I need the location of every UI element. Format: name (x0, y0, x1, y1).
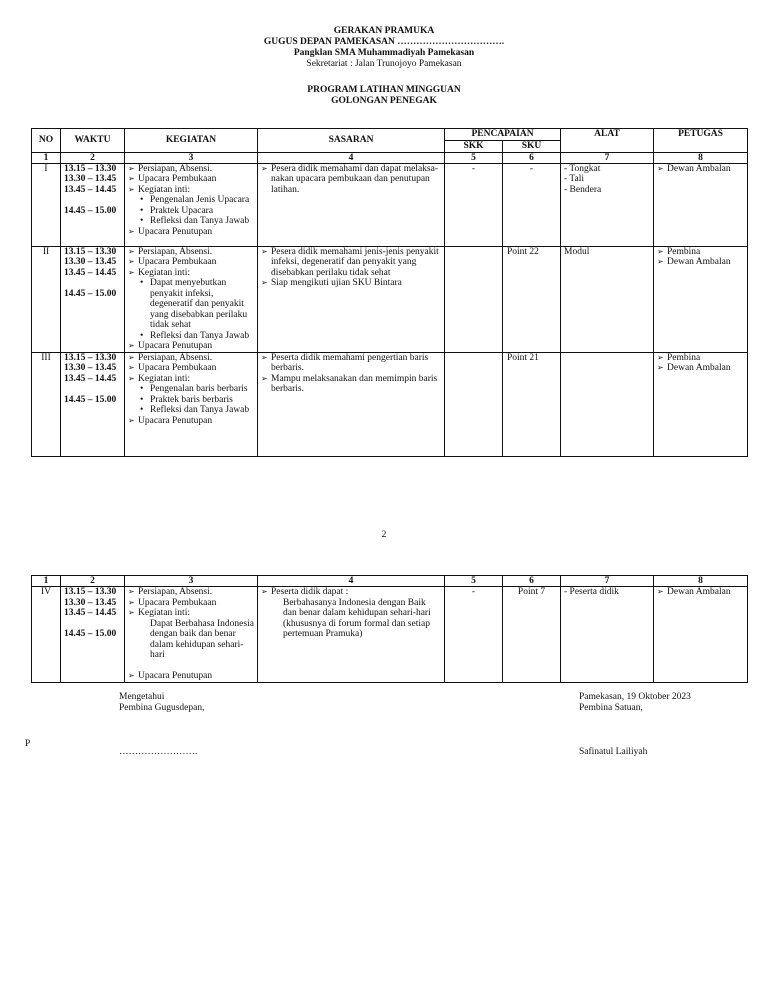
inti-item: • Pengenalan Jenis Upacara (140, 195, 254, 206)
col-sasaran-header: SASARAN (258, 129, 445, 153)
time-slot: 14.45 – 15.00 (64, 629, 117, 639)
kegiatan-item: ➢ Upacara Pembukaan (128, 174, 254, 185)
sku-value: Point 21 (507, 352, 539, 363)
time-slot: 13.15 – 13.30 (64, 352, 117, 363)
column-number-row (32, 576, 748, 587)
col-no-header: NO (32, 129, 61, 153)
petugas-item: ➢ Pembina (657, 247, 744, 258)
page-number: 2 (381, 530, 387, 540)
kegiatan-item (128, 268, 254, 342)
col-skk-header: SKK (445, 141, 503, 153)
alat-item: Modul (564, 246, 590, 257)
row-no: IV (32, 587, 61, 683)
row-no: III (32, 352, 61, 456)
program-table (31, 128, 748, 457)
column-number: 2 (61, 576, 125, 587)
stray-letter: P (25, 739, 31, 749)
time-slot: 14.45 – 15.00 (64, 394, 117, 405)
row-sasaran (258, 163, 445, 246)
row-kegiatan (125, 352, 258, 456)
pangkalan-title: Pangklan SMA Muhammadiyah Pamekasan (293, 48, 475, 58)
sasaran-item: ➢ Peserta didik memahami pengertian baris berbaris. (261, 353, 441, 374)
signature-right (579, 692, 691, 758)
row-times (61, 352, 125, 456)
kegiatan-inti-label: Kegiatan inti: (138, 373, 190, 384)
inti-item: • Refleksi dan Tanya Jawab (140, 405, 254, 416)
petugas-item: ➢ Dewan Ambalan (657, 587, 744, 598)
signature-left-line1: Mengetahui (119, 692, 165, 702)
kegiatan-item: ➢ Persiapan, Absensi. (128, 353, 254, 364)
petugas-item: ➢ Dewan Ambalan (657, 257, 744, 268)
document-header (0, 26, 768, 107)
row-kegiatan (125, 246, 258, 352)
sasaran-item: ➢ Mampu melaksanakan dan memimpin baris berbaris. (261, 374, 441, 395)
kegiatan-item: ➢ Upacara Pembukaan (128, 257, 254, 268)
kegiatan-item (128, 185, 254, 227)
row-kegiatan (125, 587, 258, 683)
kegiatan-item: ➢ Upacara Penutupan (128, 416, 254, 427)
row-sasaran (258, 352, 445, 456)
org-title: GERAKAN PRAMUKA (333, 26, 435, 36)
column-number: 1 (32, 576, 61, 587)
inti-item: • Praktek baris berbaris (140, 395, 254, 406)
column-number: 4 (258, 152, 445, 163)
kegiatan-item: ➢ Upacara Penutupan (128, 227, 254, 238)
time-slot: 14.45 – 15.00 (64, 205, 117, 216)
signature-left-name: ……………………. (119, 747, 198, 757)
column-number: 6 (503, 152, 561, 163)
col-alat-header: ALAT (561, 129, 654, 153)
row-no: I (32, 163, 61, 246)
time-slot: 13.30 – 13.45 (64, 174, 117, 184)
program-table-continued (31, 575, 748, 683)
time-slot: 13.30 – 13.45 (64, 257, 117, 267)
row-times (61, 163, 125, 246)
row-sku (503, 246, 561, 352)
column-number: 6 (503, 576, 561, 587)
signature-left (119, 692, 205, 758)
column-number: 5 (445, 152, 503, 163)
kegiatan-item: ➢ Kegiatan inti: (128, 608, 254, 619)
row-petugas (654, 587, 748, 683)
sasaran-item: ➢ Peserta didik dapat : (261, 587, 441, 598)
golongan-title: GOLONGAN PENEGAK (331, 96, 437, 106)
sasaran-item: ➢ Pesera didik memahami jenis-jenis penyakit infeksi, degeneratif dan penyakit yang disebabkan perilaku tidak sehat (261, 247, 441, 279)
sasaran-item: ➢ Siap mengikuti ujian SKU Bintara (261, 278, 441, 289)
time-slot: 13.45 – 14.45 (64, 184, 117, 195)
column-number: 5 (445, 576, 503, 587)
row-sasaran (258, 246, 445, 352)
row-skk: - (445, 163, 503, 246)
row-petugas (654, 352, 748, 456)
column-number: 1 (32, 152, 61, 163)
inti-item: • Pengenalan baris berbaris (140, 384, 254, 395)
row-sku: Point 7 (503, 587, 561, 683)
time-slot: 13.30 – 13.45 (64, 597, 117, 608)
kegiatan-item: ➢ Upacara Pembukaan (128, 598, 254, 609)
row-alat: - Peserta didik (561, 587, 654, 683)
row-sasaran (258, 587, 445, 683)
kegiatan-item: ➢ Upacara Pembukaan (128, 363, 254, 374)
alat-item: - Tongkat (564, 163, 601, 174)
sku-value: Point 22 (507, 246, 539, 257)
row-alat (561, 163, 654, 246)
column-number: 4 (258, 576, 445, 587)
column-number-row (32, 152, 748, 163)
column-number: 8 (654, 152, 748, 163)
alat-item: - Tali (564, 174, 585, 184)
sasaran-text: Berbahasanya Indonesia dengan Baik dan benar dalam kehidupan sehari-hari (khususnya di forum formal dan setiap pertemuan Pramuka) (283, 597, 431, 639)
petugas-item: ➢ Pembina (657, 353, 744, 364)
time-slot: 13.15 – 13.30 (64, 163, 117, 174)
petugas-item: ➢ Dewan Ambalan (657, 363, 744, 374)
time-slot: 13.45 – 14.45 (64, 608, 117, 618)
table-row (32, 352, 748, 456)
time-slot: 13.15 – 13.30 (64, 587, 117, 597)
signature-right-role: Pembina Satuan, (579, 703, 643, 713)
col-pencapaian-header: PENCAPAIAN (445, 129, 561, 141)
time-slot: 13.30 – 13.45 (64, 363, 117, 373)
time-slot: 13.45 – 14.45 (64, 267, 117, 278)
col-kegiatan-header: KEGIATAN (125, 129, 258, 153)
row-petugas (654, 163, 748, 246)
petugas-item: ➢ Dewan Ambalan (657, 164, 744, 175)
kegiatan-inti-text: Dapat Berbahasa Indonesia dengan baik dan benar dalam kehidupan sehari-hari (150, 618, 254, 660)
col-sku-header: SKU (503, 141, 561, 153)
gudep-title: GUGUS DEPAN PAMEKASAN ……………………………. (263, 37, 505, 47)
signature-right-name: Safinatul Lailiyah (579, 747, 648, 757)
inti-item: • Dapat menyebutkan penyakit infeksi, degeneratif dan penyakit yang disebabkan perilaku tidak sehat (140, 278, 254, 331)
inti-item: • Praktek Upacara (140, 206, 254, 217)
kegiatan-item (128, 374, 254, 416)
inti-item: • Refleksi dan Tanya Jawab (140, 216, 254, 227)
kegiatan-item: ➢ Upacara Penutupan (128, 671, 254, 682)
column-number: 3 (125, 152, 258, 163)
column-number: 7 (561, 576, 654, 587)
row-alat (561, 246, 654, 352)
col-waktu-header: WAKTU (61, 129, 125, 153)
table-row (32, 246, 748, 352)
row-sku: - (503, 163, 561, 246)
column-number: 7 (561, 152, 654, 163)
time-slot: 13.45 – 14.45 (64, 373, 117, 384)
column-number: 2 (61, 152, 125, 163)
alat-item: - Bendera (564, 184, 602, 195)
kegiatan-item: ➢ Upacara Penutupan (128, 341, 254, 352)
table-row (32, 587, 748, 683)
signature-left-line2: Pembina Gugusdepan, (119, 703, 205, 713)
row-petugas (654, 246, 748, 352)
time-slot: 13.15 – 13.30 (64, 246, 117, 257)
row-times (61, 246, 125, 352)
row-no: II (32, 246, 61, 352)
kegiatan-item: ➢ Persiapan, Absensi. (128, 247, 254, 258)
row-skk: - (445, 587, 503, 683)
table-row (32, 163, 748, 246)
column-number: 3 (125, 576, 258, 587)
signature-place-date: Pamekasan, 19 Oktober 2023 (579, 692, 691, 702)
column-number: 8 (654, 576, 748, 587)
sasaran-item: ➢ Pesera didik memahami dan dapat melaksa-nakan upacara pembukaan dan penutupan latihan. (261, 164, 441, 196)
row-skk (445, 352, 503, 456)
sekretariat-line: Sekretariat : Jalan Trunojoyo Pamekasan (306, 59, 462, 69)
row-kegiatan (125, 163, 258, 246)
col-petugas-header: PETUGAS (654, 129, 748, 153)
row-sku (503, 352, 561, 456)
program-title: PROGRAM LATIHAN MINGGUAN (307, 85, 461, 95)
kegiatan-inti-label: Kegiatan inti: (138, 184, 190, 195)
inti-item: • Refleksi dan Tanya Jawab (140, 331, 254, 342)
time-slot: 14.45 – 15.00 (64, 288, 117, 299)
kegiatan-item: ➢ Persiapan, Absensi. (128, 164, 254, 175)
row-times (61, 587, 125, 683)
row-alat (561, 352, 654, 456)
kegiatan-item: ➢ Persiapan, Absensi. (128, 587, 254, 598)
row-skk (445, 246, 503, 352)
kegiatan-inti-label: Kegiatan inti: (138, 267, 190, 278)
